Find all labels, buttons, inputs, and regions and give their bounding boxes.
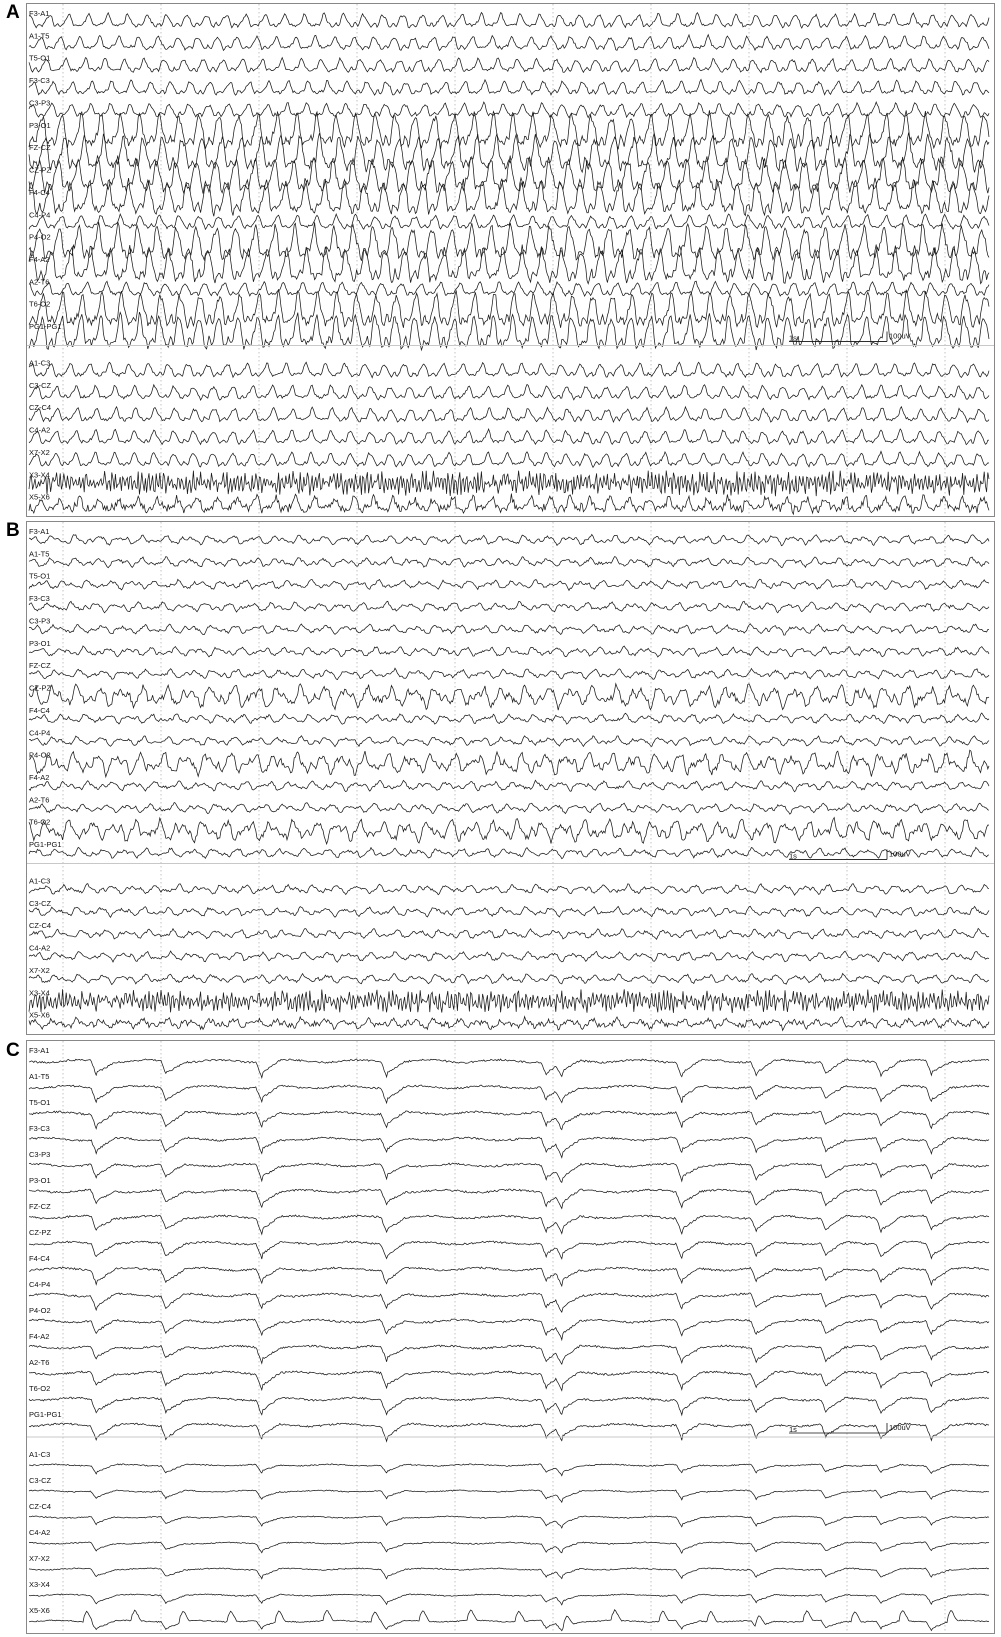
eeg-trace	[29, 1490, 989, 1502]
channel-label: F3-C3	[29, 1124, 50, 1133]
channel-label: CZ-C4	[29, 403, 52, 413]
panel-letter-b: B	[6, 520, 20, 541]
scale-amplitude-label: 100uV	[889, 849, 911, 859]
panel-letter-a: A	[6, 2, 20, 23]
channel-label: X3-X4	[29, 470, 50, 480]
eeg-trace	[29, 684, 989, 711]
eeg-trace-area	[27, 1041, 994, 1633]
channel-label: C3-CZ	[29, 898, 52, 908]
eeg-trace	[29, 362, 989, 378]
channel-label: P3-O1	[29, 1176, 51, 1185]
panel-letter-c: C	[6, 1040, 20, 1061]
channel-label: PG1-PG1	[29, 322, 62, 332]
channel-label: FZ-CZ	[29, 661, 51, 671]
channel-label: X3-X4	[29, 988, 50, 998]
eeg-trace	[29, 750, 989, 777]
channel-label: C4-P4	[29, 1280, 51, 1289]
channel-label: F4-A2	[29, 1332, 50, 1341]
eeg-trace	[29, 281, 989, 296]
channel-label: PG1-PG1	[29, 1410, 62, 1419]
channel-label: CZ-PZ	[29, 1228, 52, 1237]
channel-label: F3-C3	[29, 76, 50, 86]
channel-label: T6-O2	[29, 1384, 51, 1393]
channel-label: A1-T5	[29, 31, 50, 41]
eeg-trace	[29, 407, 989, 423]
eeg-trace	[29, 928, 989, 939]
channel-label: X7-X2	[29, 1554, 50, 1563]
channel-label: C3-P3	[29, 98, 51, 108]
eeg-trace	[29, 429, 989, 445]
eeg-trace	[29, 1085, 989, 1103]
eeg-trace	[29, 535, 989, 546]
scale-time-label: 1s	[789, 1425, 797, 1434]
channel-label: T5-O1	[29, 571, 51, 581]
eeg-trace	[29, 803, 989, 815]
eeg-trace-area	[27, 522, 994, 1034]
channel-label: C4-A2	[29, 943, 51, 953]
eeg-trace	[29, 1293, 989, 1312]
channel-label: A1-T5	[29, 549, 50, 559]
eeg-trace	[29, 385, 989, 401]
eeg-trace	[29, 989, 989, 1013]
eeg-trace	[29, 1516, 989, 1528]
eeg-trace	[29, 178, 989, 216]
channel-label: F4-C4	[29, 705, 50, 715]
channel-label: CZ-PZ	[29, 165, 52, 175]
eeg-trace	[29, 713, 989, 724]
eeg-panel-a	[26, 3, 995, 517]
eeg-trace	[29, 951, 989, 962]
channel-label: C3-CZ	[29, 1476, 52, 1485]
eeg-panel-c	[26, 1040, 995, 1634]
eeg-trace	[29, 451, 989, 467]
channel-label: P4-O2	[29, 1306, 51, 1315]
eeg-panel-b	[26, 521, 995, 1035]
eeg-trace	[29, 214, 989, 229]
eeg-trace	[29, 1423, 989, 1441]
channel-label: F3-C3	[29, 594, 50, 604]
channel-label: P4-O2	[29, 750, 51, 760]
eeg-trace	[29, 1059, 989, 1078]
channel-label: CZ-C4	[29, 921, 52, 931]
channel-label: C3-CZ	[29, 380, 52, 390]
channel-label: P4-O2	[29, 232, 51, 242]
eeg-trace	[29, 245, 989, 287]
eeg-trace	[29, 906, 989, 917]
eeg-trace	[29, 1215, 989, 1234]
channel-label: A2-T6	[29, 795, 50, 805]
scale-time-label: 1s	[789, 333, 797, 343]
channel-label: C3-P3	[29, 616, 51, 626]
channel-label: PG1-PG1	[29, 840, 62, 850]
eeg-trace	[29, 668, 989, 679]
eeg-trace	[29, 1189, 989, 1209]
eeg-trace	[29, 1267, 989, 1286]
channel-label: A2-T6	[29, 277, 50, 287]
channel-label: CZ-PZ	[29, 683, 52, 693]
channel-label: CZ-C4	[29, 1502, 52, 1511]
eeg-trace	[29, 35, 989, 51]
eeg-trace	[29, 974, 989, 985]
eeg-trace	[29, 156, 989, 194]
eeg-trace	[29, 1397, 989, 1415]
eeg-trace	[29, 80, 989, 96]
eeg-trace	[29, 13, 989, 29]
eeg-trace	[29, 1163, 989, 1183]
channel-label: T6-O2	[29, 299, 51, 309]
eeg-trace	[29, 780, 989, 792]
eeg-trace	[29, 1542, 989, 1553]
eeg-trace	[29, 1371, 989, 1391]
eeg-trace	[29, 847, 989, 861]
channel-label: C4-A2	[29, 425, 51, 435]
eeg-trace	[29, 1568, 989, 1579]
eeg-trace	[29, 557, 989, 568]
scale-amplitude-label: 100uV	[889, 1423, 911, 1432]
channel-label: A1-T5	[29, 1072, 50, 1081]
eeg-trace	[29, 884, 989, 896]
channel-label: A2-T6	[29, 1358, 50, 1367]
eeg-trace	[29, 110, 989, 149]
eeg-trace	[29, 1610, 989, 1631]
eeg-trace	[29, 494, 989, 515]
eeg-trace	[29, 471, 989, 497]
eeg-trace	[29, 579, 989, 590]
channel-label: X3-X4	[29, 1580, 50, 1589]
channel-label: P3-O1	[29, 638, 51, 648]
channel-label: F4-C4	[29, 187, 50, 197]
eeg-trace	[29, 601, 989, 613]
eeg-trace	[29, 1319, 989, 1340]
channel-label: FZ-CZ	[29, 143, 51, 153]
scale-time-label: 1s	[789, 851, 797, 861]
eeg-trace	[29, 1241, 989, 1259]
eeg-trace-area	[27, 4, 994, 516]
channel-label: X5-X6	[29, 1010, 50, 1020]
eeg-trace	[29, 818, 989, 844]
eeg-trace	[29, 1111, 989, 1130]
eeg-trace	[29, 312, 989, 350]
eeg-trace	[29, 1345, 989, 1364]
channel-label: F4-A2	[29, 255, 50, 264]
channel-label: X7-X2	[29, 965, 50, 975]
channel-label: X5-X6	[29, 492, 50, 502]
channel-label: F3-A1	[29, 1046, 50, 1055]
scale-amplitude-label: 100uV	[889, 331, 911, 341]
channel-label: F3-A1	[29, 527, 50, 536]
eeg-trace	[29, 1137, 989, 1158]
eeg-trace	[29, 736, 989, 747]
channel-label: A1-C3	[29, 358, 51, 368]
channel-label: X7-X2	[29, 447, 50, 457]
channel-label: X5-X6	[29, 1606, 50, 1615]
eeg-trace	[29, 646, 989, 657]
scale-bar	[789, 849, 911, 860]
eeg-trace	[29, 222, 989, 261]
channel-label: C4-P4	[29, 210, 51, 220]
channel-label: FZ-CZ	[29, 1202, 51, 1211]
channel-label: T6-O2	[29, 817, 51, 827]
channel-label: F3-A1	[29, 9, 50, 18]
channel-label: F4-C4	[29, 1254, 50, 1263]
channel-label: C4-A2	[29, 1528, 51, 1537]
channel-label: F4-A2	[29, 773, 50, 782]
channel-label: P3-O1	[29, 120, 51, 130]
channel-label: T5-O1	[29, 53, 51, 63]
eeg-trace	[29, 58, 989, 73]
eeg-trace	[29, 1464, 989, 1476]
channel-label: C3-P3	[29, 1150, 51, 1159]
eeg-trace	[29, 624, 989, 635]
eeg-trace	[29, 1594, 989, 1605]
channel-label: A1-C3	[29, 1450, 51, 1459]
channel-label: T5-O1	[29, 1098, 51, 1107]
channel-label: A1-C3	[29, 876, 51, 886]
eeg-trace	[29, 1017, 989, 1031]
channel-label: C4-P4	[29, 728, 51, 738]
eeg-trace	[29, 102, 989, 118]
